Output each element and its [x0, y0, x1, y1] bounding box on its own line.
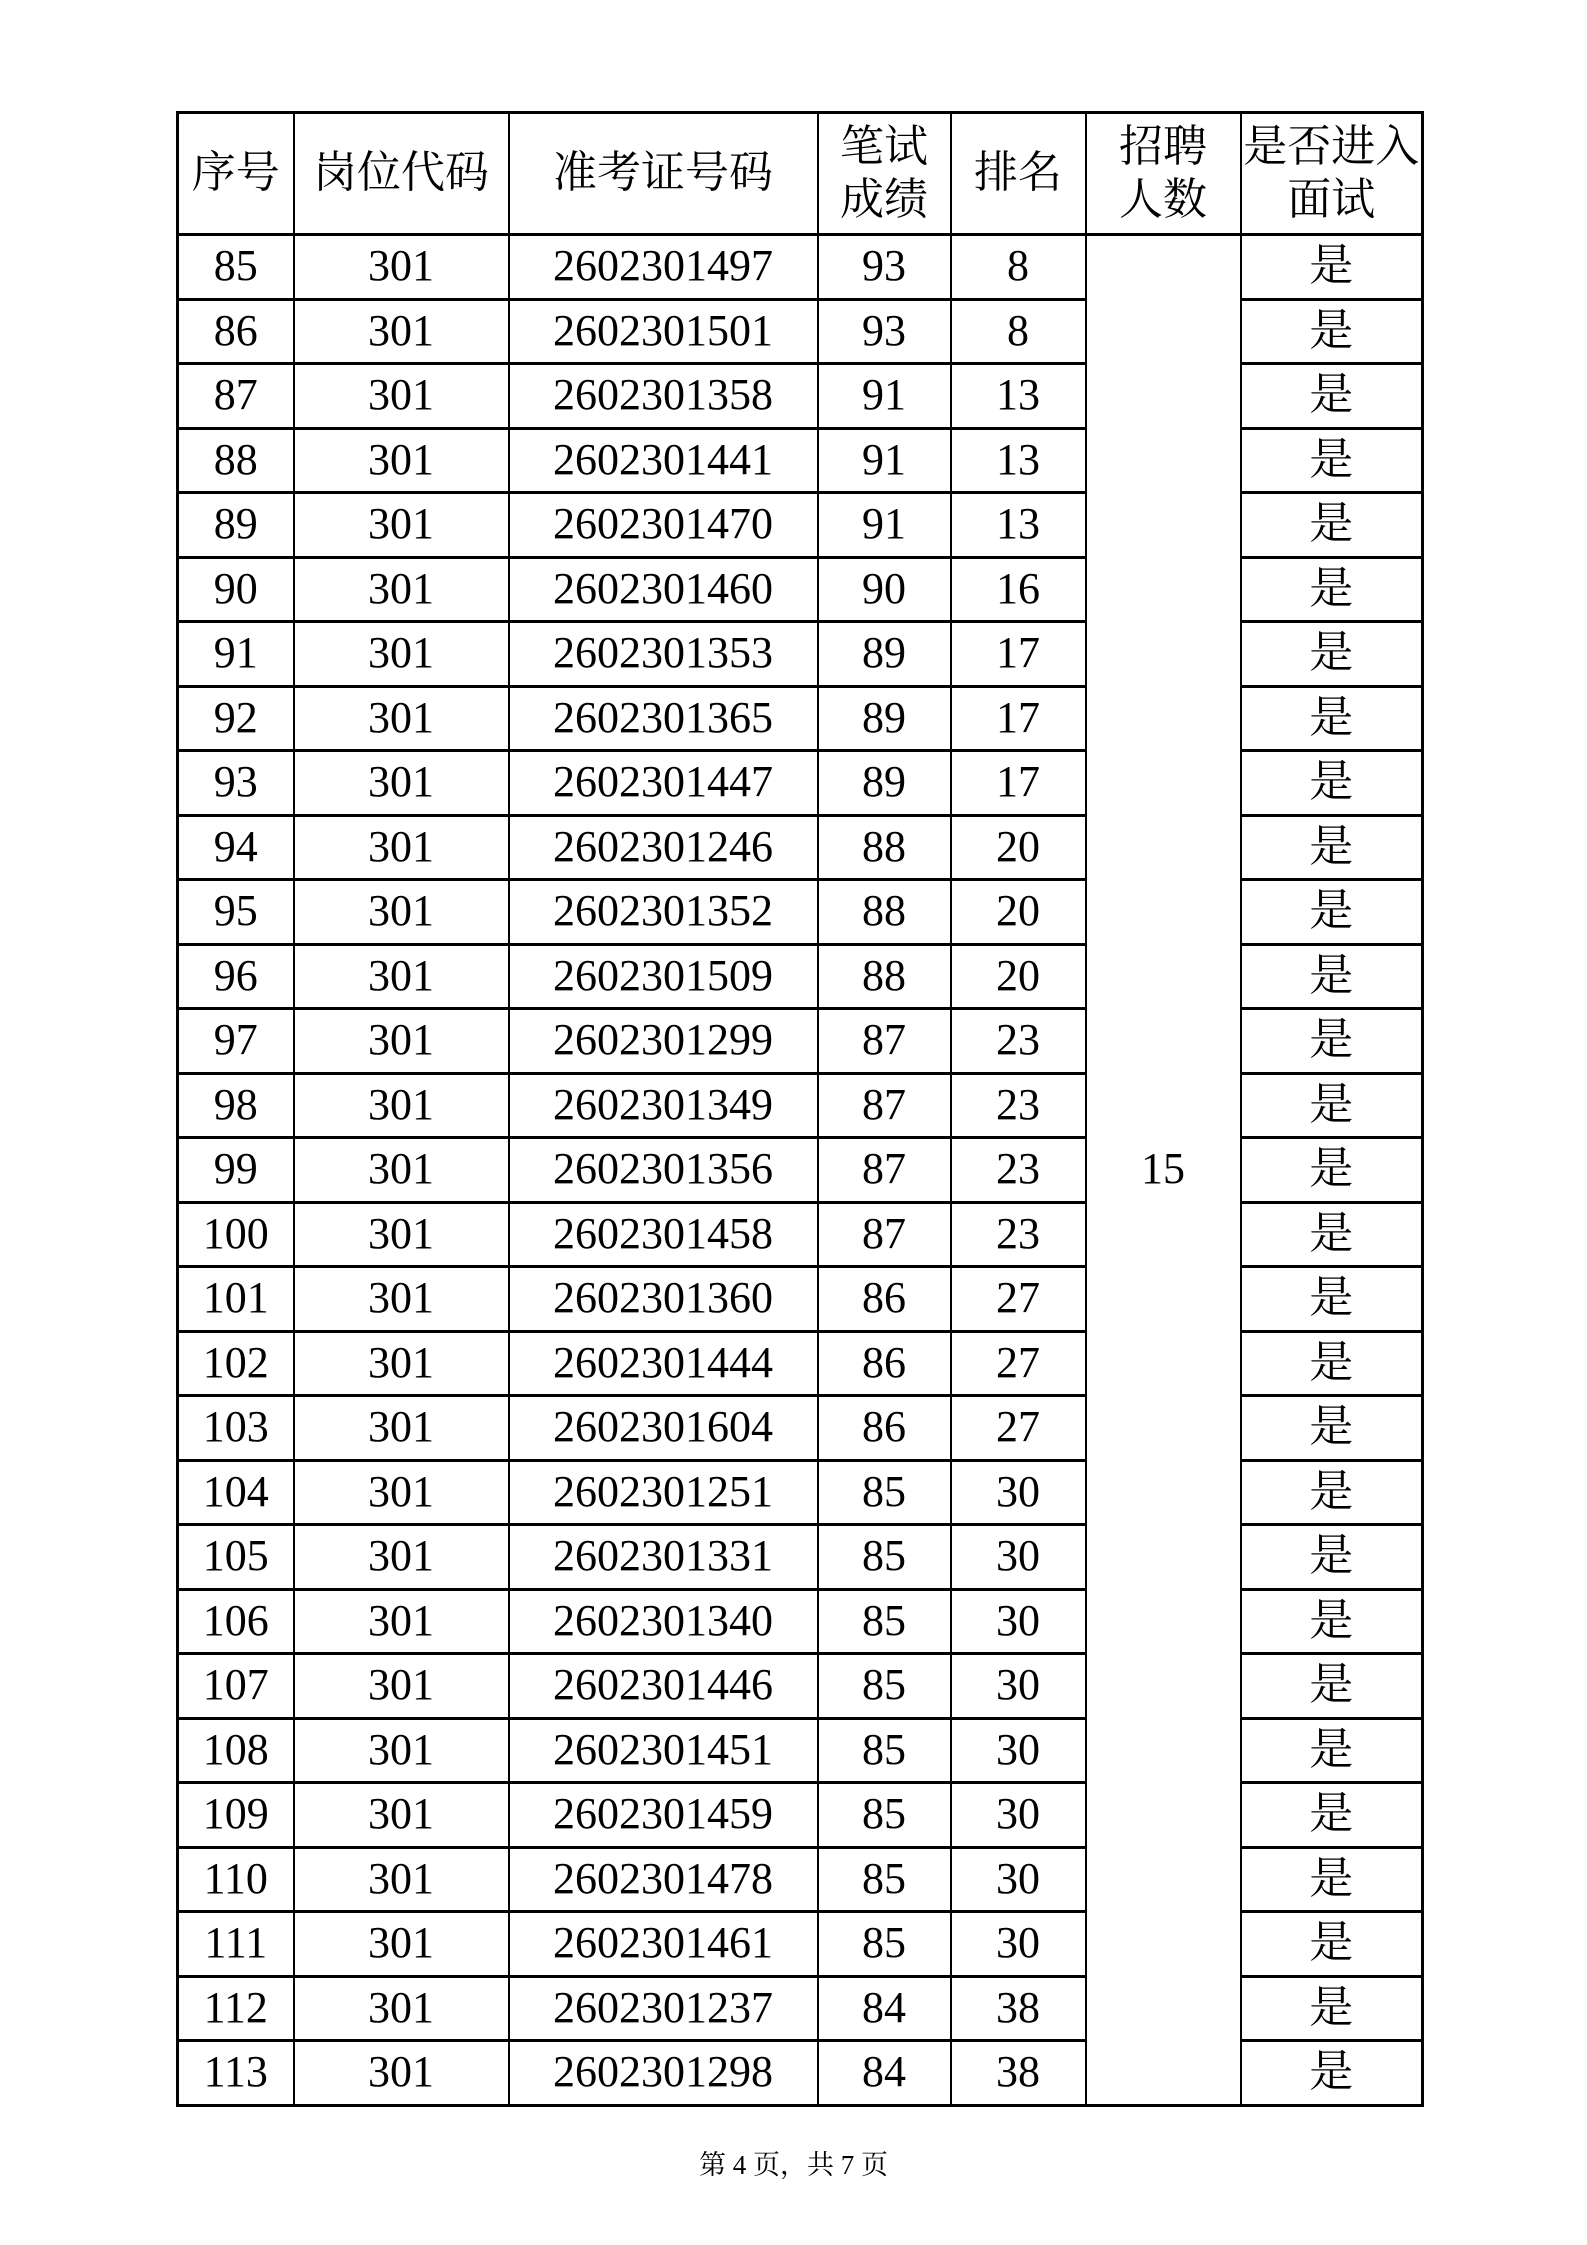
cell-written-score: 91 — [818, 493, 951, 558]
cell-rank: 30 — [951, 1525, 1086, 1590]
cell-position-code: 301 — [294, 1138, 509, 1203]
cell-position-code: 301 — [294, 1525, 509, 1590]
header-row — [178, 113, 1423, 235]
cell-rank: 30 — [951, 1460, 1086, 1525]
cell-position-code: 301 — [294, 428, 509, 493]
cell-rank: 30 — [951, 1912, 1086, 1977]
cell-serial: 106 — [178, 1589, 294, 1654]
cell-rank: 20 — [951, 880, 1086, 945]
cell-interview-flag: 是 — [1241, 1783, 1423, 1848]
cell-position-code: 301 — [294, 751, 509, 816]
cell-serial: 86 — [178, 299, 294, 364]
cell-rank: 23 — [951, 1009, 1086, 1074]
cell-serial: 101 — [178, 1267, 294, 1332]
cell-interview-flag: 是 — [1241, 1589, 1423, 1654]
cell-rank: 20 — [951, 944, 1086, 1009]
cell-ticket-number: 2602301237 — [509, 1976, 818, 2041]
cell-ticket-number: 2602301356 — [509, 1138, 818, 1203]
cell-ticket-number: 2602301447 — [509, 751, 818, 816]
cell-interview-flag: 是 — [1241, 364, 1423, 429]
cell-ticket-number: 2602301478 — [509, 1847, 818, 1912]
table-row — [178, 235, 1423, 300]
header-serial: 序号 — [178, 113, 294, 235]
cell-serial: 110 — [178, 1847, 294, 1912]
cell-ticket-number: 2602301444 — [509, 1331, 818, 1396]
cell-serial: 100 — [178, 1202, 294, 1267]
cell-rank: 38 — [951, 1976, 1086, 2041]
cell-ticket-number: 2602301251 — [509, 1460, 818, 1525]
cell-position-code: 301 — [294, 557, 509, 622]
cell-rank: 20 — [951, 815, 1086, 880]
cell-written-score: 89 — [818, 686, 951, 751]
cell-ticket-number: 2602301349 — [509, 1073, 818, 1138]
cell-position-code: 301 — [294, 622, 509, 687]
cell-position-code: 301 — [294, 880, 509, 945]
cell-serial: 99 — [178, 1138, 294, 1203]
cell-serial: 90 — [178, 557, 294, 622]
cell-written-score: 87 — [818, 1202, 951, 1267]
cell-ticket-number: 2602301365 — [509, 686, 818, 751]
cell-serial: 96 — [178, 944, 294, 1009]
cell-serial: 88 — [178, 428, 294, 493]
cell-ticket-number: 2602301604 — [509, 1396, 818, 1461]
cell-interview-flag: 是 — [1241, 880, 1423, 945]
cell-ticket-number: 2602301352 — [509, 880, 818, 945]
cell-ticket-number: 2602301501 — [509, 299, 818, 364]
cell-written-score: 88 — [818, 880, 951, 945]
cell-ticket-number: 2602301460 — [509, 557, 818, 622]
cell-ticket-number: 2602301331 — [509, 1525, 818, 1590]
cell-interview-flag: 是 — [1241, 622, 1423, 687]
cell-position-code: 301 — [294, 1976, 509, 2041]
cell-serial: 105 — [178, 1525, 294, 1590]
cell-written-score: 88 — [818, 815, 951, 880]
cell-position-code: 301 — [294, 1783, 509, 1848]
cell-position-code: 301 — [294, 1718, 509, 1783]
cell-rank: 30 — [951, 1783, 1086, 1848]
results-table — [176, 111, 1424, 2107]
cell-written-score: 85 — [818, 1654, 951, 1719]
cell-interview-flag: 是 — [1241, 2041, 1423, 2106]
cell-interview-flag: 是 — [1241, 1525, 1423, 1590]
header-recruit-count: 招聘人数 — [1086, 113, 1241, 235]
cell-written-score: 85 — [818, 1460, 951, 1525]
cell-position-code: 301 — [294, 944, 509, 1009]
cell-position-code: 301 — [294, 1073, 509, 1138]
cell-position-code: 301 — [294, 364, 509, 429]
cell-serial: 94 — [178, 815, 294, 880]
cell-serial: 89 — [178, 493, 294, 558]
cell-position-code: 301 — [294, 1202, 509, 1267]
cell-position-code: 301 — [294, 1912, 509, 1977]
cell-interview-flag: 是 — [1241, 557, 1423, 622]
cell-rank: 8 — [951, 235, 1086, 300]
cell-serial: 111 — [178, 1912, 294, 1977]
cell-rank: 16 — [951, 557, 1086, 622]
cell-interview-flag: 是 — [1241, 1718, 1423, 1783]
cell-ticket-number: 2602301451 — [509, 1718, 818, 1783]
cell-ticket-number: 2602301246 — [509, 815, 818, 880]
cell-interview-flag: 是 — [1241, 1267, 1423, 1332]
header-rank: 排名 — [951, 113, 1086, 235]
cell-ticket-number: 2602301358 — [509, 364, 818, 429]
cell-serial: 92 — [178, 686, 294, 751]
cell-serial: 112 — [178, 1976, 294, 2041]
cell-ticket-number: 2602301298 — [509, 2041, 818, 2106]
cell-interview-flag: 是 — [1241, 1976, 1423, 2041]
cell-position-code: 301 — [294, 1267, 509, 1332]
cell-position-code: 301 — [294, 686, 509, 751]
cell-written-score: 85 — [818, 1847, 951, 1912]
cell-serial: 103 — [178, 1396, 294, 1461]
cell-ticket-number: 2602301441 — [509, 428, 818, 493]
cell-ticket-number: 2602301458 — [509, 1202, 818, 1267]
cell-interview-flag: 是 — [1241, 1912, 1423, 1977]
cell-serial: 102 — [178, 1331, 294, 1396]
cell-ticket-number: 2602301459 — [509, 1783, 818, 1848]
cell-serial: 109 — [178, 1783, 294, 1848]
cell-rank: 13 — [951, 428, 1086, 493]
cell-written-score: 89 — [818, 622, 951, 687]
cell-rank: 27 — [951, 1267, 1086, 1332]
cell-written-score: 85 — [818, 1912, 951, 1977]
cell-interview-flag: 是 — [1241, 299, 1423, 364]
cell-written-score: 91 — [818, 364, 951, 429]
cell-interview-flag: 是 — [1241, 1202, 1423, 1267]
cell-interview-flag: 是 — [1241, 235, 1423, 300]
cell-ticket-number: 2602301470 — [509, 493, 818, 558]
cell-written-score: 85 — [818, 1525, 951, 1590]
cell-rank: 30 — [951, 1589, 1086, 1654]
cell-serial: 87 — [178, 364, 294, 429]
page-footer: 第 4 页，共 7 页 — [699, 2150, 888, 2180]
cell-interview-flag: 是 — [1241, 1396, 1423, 1461]
cell-interview-flag: 是 — [1241, 944, 1423, 1009]
cell-rank: 8 — [951, 299, 1086, 364]
cell-position-code: 301 — [294, 2041, 509, 2106]
cell-interview-flag: 是 — [1241, 815, 1423, 880]
cell-interview-flag: 是 — [1241, 1073, 1423, 1138]
cell-interview-flag: 是 — [1241, 1331, 1423, 1396]
cell-written-score: 86 — [818, 1331, 951, 1396]
cell-written-score: 93 — [818, 299, 951, 364]
cell-ticket-number: 2602301299 — [509, 1009, 818, 1074]
cell-serial: 95 — [178, 880, 294, 945]
cell-serial: 107 — [178, 1654, 294, 1719]
cell-rank: 38 — [951, 2041, 1086, 2106]
cell-written-score: 87 — [818, 1009, 951, 1074]
cell-written-score: 84 — [818, 1976, 951, 2041]
cell-written-score: 85 — [818, 1718, 951, 1783]
cell-serial: 104 — [178, 1460, 294, 1525]
cell-ticket-number: 2602301461 — [509, 1912, 818, 1977]
header-interview: 是否进入面试 — [1241, 113, 1423, 235]
cell-interview-flag: 是 — [1241, 751, 1423, 816]
cell-interview-flag: 是 — [1241, 1009, 1423, 1074]
cell-written-score: 89 — [818, 751, 951, 816]
cell-interview-flag: 是 — [1241, 493, 1423, 558]
cell-serial: 91 — [178, 622, 294, 687]
cell-interview-flag: 是 — [1241, 1654, 1423, 1719]
cell-position-code: 301 — [294, 493, 509, 558]
cell-recruit-count: 15 — [1086, 235, 1241, 2106]
cell-position-code: 301 — [294, 1331, 509, 1396]
cell-rank: 30 — [951, 1654, 1086, 1719]
cell-rank: 17 — [951, 751, 1086, 816]
cell-serial: 97 — [178, 1009, 294, 1074]
cell-interview-flag: 是 — [1241, 428, 1423, 493]
cell-position-code: 301 — [294, 1654, 509, 1719]
cell-rank: 27 — [951, 1396, 1086, 1461]
cell-ticket-number: 2602301360 — [509, 1267, 818, 1332]
cell-position-code: 301 — [294, 1589, 509, 1654]
header-position-code: 岗位代码 — [294, 113, 509, 235]
cell-ticket-number: 2602301509 — [509, 944, 818, 1009]
cell-rank: 23 — [951, 1073, 1086, 1138]
cell-written-score: 86 — [818, 1396, 951, 1461]
cell-rank: 13 — [951, 364, 1086, 429]
cell-interview-flag: 是 — [1241, 1460, 1423, 1525]
cell-written-score: 93 — [818, 235, 951, 300]
header-ticket-number: 准考证号码 — [509, 113, 818, 235]
cell-serial: 93 — [178, 751, 294, 816]
cell-position-code: 301 — [294, 815, 509, 880]
cell-written-score: 91 — [818, 428, 951, 493]
cell-written-score: 84 — [818, 2041, 951, 2106]
cell-written-score: 86 — [818, 1267, 951, 1332]
cell-serial: 85 — [178, 235, 294, 300]
cell-written-score: 88 — [818, 944, 951, 1009]
cell-rank: 30 — [951, 1718, 1086, 1783]
cell-position-code: 301 — [294, 1009, 509, 1074]
cell-rank: 23 — [951, 1202, 1086, 1267]
cell-serial: 98 — [178, 1073, 294, 1138]
cell-ticket-number: 2602301353 — [509, 622, 818, 687]
cell-rank: 30 — [951, 1847, 1086, 1912]
cell-ticket-number: 2602301497 — [509, 235, 818, 300]
cell-position-code: 301 — [294, 1460, 509, 1525]
cell-rank: 27 — [951, 1331, 1086, 1396]
cell-interview-flag: 是 — [1241, 1847, 1423, 1912]
cell-written-score: 87 — [818, 1073, 951, 1138]
cell-rank: 17 — [951, 622, 1086, 687]
cell-position-code: 301 — [294, 299, 509, 364]
cell-position-code: 301 — [294, 1396, 509, 1461]
cell-position-code: 301 — [294, 1847, 509, 1912]
cell-position-code: 301 — [294, 235, 509, 300]
cell-ticket-number: 2602301340 — [509, 1589, 818, 1654]
cell-written-score: 90 — [818, 557, 951, 622]
cell-written-score: 87 — [818, 1138, 951, 1203]
cell-serial: 113 — [178, 2041, 294, 2106]
cell-serial: 108 — [178, 1718, 294, 1783]
cell-ticket-number: 2602301446 — [509, 1654, 818, 1719]
cell-rank: 23 — [951, 1138, 1086, 1203]
cell-interview-flag: 是 — [1241, 1138, 1423, 1203]
cell-interview-flag: 是 — [1241, 686, 1423, 751]
header-written-score: 笔试成绩 — [818, 113, 951, 235]
cell-rank: 13 — [951, 493, 1086, 558]
cell-rank: 17 — [951, 686, 1086, 751]
cell-written-score: 85 — [818, 1589, 951, 1654]
cell-written-score: 85 — [818, 1783, 951, 1848]
